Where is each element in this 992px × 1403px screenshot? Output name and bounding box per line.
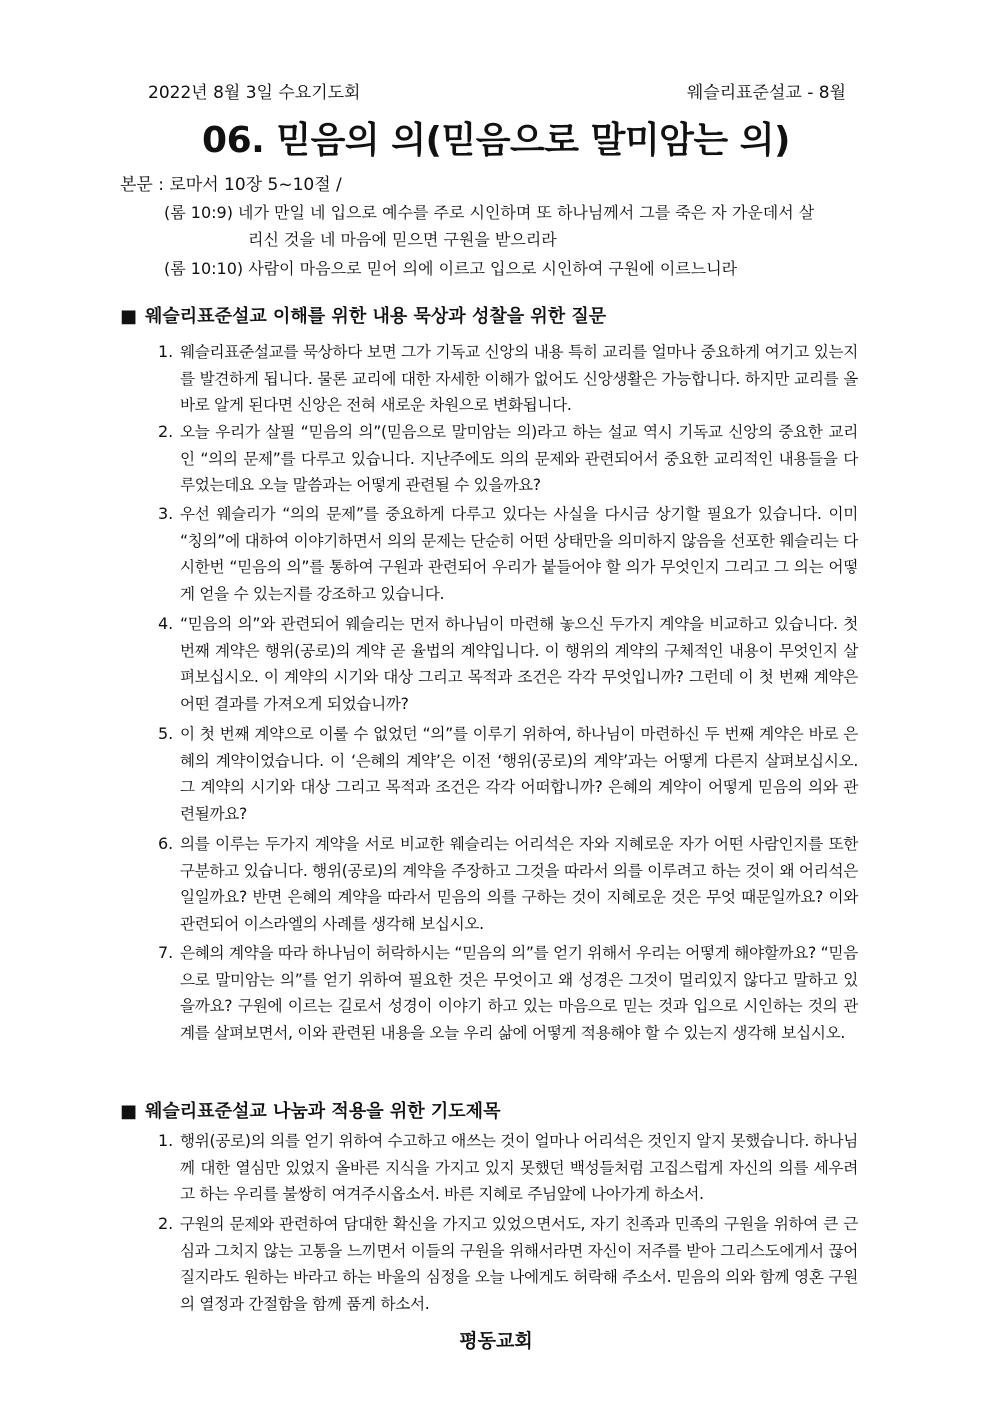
item-text: 오늘 우리가 살필 “믿음의 의”(믿음으로 말미암는 의)라고 하는 설교 역시 기독교 신앙의 중요한 교리인 “의의 문제”를 다루고 있습니다. 지난주에도 의의 문제와 관련되어서 중요한 교리적인 내용들을 다루었는데요 오늘 말씀과는 어떻게 관련될 수 있을까요? <box>180 423 858 494</box>
item-number: 1. <box>158 342 174 361</box>
section-heading-text: 웨슬리표준설교 이해를 위한 내용 묵상과 성찰을 위한 질문 <box>145 306 607 327</box>
verse-2: (롬 10:10) 사람이 마음으로 믿어 의에 이르고 입으로 시인하여 구원에 이르느니라 <box>164 259 738 278</box>
item-text: 웨슬리표준설교를 묵상하다 보면 그가 기독교 신앙의 내용 특히 교리를 얼마나 중요하게 여기고 있는지를 발견하게 됩니다. 물론 교리에 대한 자세한 이해가 없어도 신앙생활은 가능합니다. 하지만 교리를 올바로 알게 된다면 신앙은 전혀 새로운 차원으로 변화됩니다. <box>180 343 858 414</box>
item-number: 2. <box>158 422 174 441</box>
scripture-reference: 본문 : 로마서 10장 5~10절 / <box>120 175 342 195</box>
item-text: 행위(공로)의 의를 얻기 위하여 수고하고 애쓰는 것이 얼마나 어리석은 것인지 알지 못했습니다. 하나님께 대한 열심만 있었지 올바른 지식을 가지고 있지 못했던 백성들처럼 고집스럽게 자신의 의를 세우려고 하는 우리를 불쌍히 여겨주시옵소서. 바른 지혜로 주님앞에 나아가게 하소서. <box>180 1132 858 1203</box>
item-number: 3. <box>158 504 174 523</box>
item-number: 4. <box>158 614 174 633</box>
item-number: 2. <box>158 1214 174 1233</box>
item-text: 우선 웨슬리가 “의의 문제”를 중요하게 다루고 있다는 사실을 다시금 상기할 필요가 있습니다. 이미 “칭의”에 대하여 이야기하면서 의의 문제는 단순히 어떤 상태만을 의미하지 않음을 선포한 웨슬리는 다시한번 “믿음의 의”를 통하여 구원과 관련되어 우리가 붙들어야 할 의가 무엇인지 그리고 그 의는 어떻게 얻을 수 있는지를 강조하고 있습니다. <box>180 505 858 603</box>
question-list <box>158 339 858 1076</box>
list-item <box>158 339 858 419</box>
item-number: 6. <box>158 834 174 853</box>
square-bullet-icon: ■ <box>120 1101 138 1122</box>
section-heading-text: 웨슬리표준설교 나눔과 적용을 위한 기도제목 <box>145 1101 501 1122</box>
item-text: 의를 이루는 두가지 계약을 서로 비교한 웨슬리는 어리석은 자와 지혜로운 자가 어떤 사람인지를 또한 구분하고 있습니다. 행위(공로)의 계약을 주장하고 그것을 따라서 의를 이루려고 하는 것이 왜 어리석은 일일까요? 반면 은혜의 계약을 따라서 믿음의 의를 구하는 것이 지혜로운 것은 무엇 때문일까요? 이와 관련되어 이스라엘의 사례를 생각해 보십시오. <box>180 835 858 933</box>
page-title: 06. 믿음의 의(믿음으로 말미암는 의) <box>202 120 790 161</box>
item-text: 이 첫 번째 계약으로 이룰 수 없었던 “의”를 이루기 위하여, 하나님이 마련하신 두 번째 계약은 바로 은혜의 계약이었습니다. 이 ‘은혜의 계약’은 이전 ‘행위(공로)의 계약’과는 어떻게 다른지 살펴보십시오. 그 계약의 시기와 대상 그리고 목적과 조건은 각각 어떠합니까? 은혜의 계약이 어떻게 믿음의 의와 관련될까요? <box>180 725 858 823</box>
list-item <box>158 1128 858 1211</box>
header-series: 웨슬리표준설교 - 8월 <box>686 83 846 103</box>
list-item <box>158 721 858 831</box>
church-name: 평동교회 <box>459 1330 533 1352</box>
verse-1-line-2: 리신 것을 네 마음에 믿으면 구원을 받으리라 <box>248 230 557 249</box>
item-text: “믿음의 의”와 관련되어 웨슬리는 먼저 하나님이 마련해 놓으신 두가지 계약을 비교하고 있습니다. 첫 번째 계약은 행위(공로)의 계약 곧 율법의 계약입니다. 이 행위의 계약의 구체적인 내용이 무엇인지 살펴보십시오. 이 계약의 시기와 대상 그리고 목적과 조건은 각각 무엇입니까? 그런데 이 첫 번째 계약은 어떤 결과를 가져오게 되었습니까? <box>180 615 858 713</box>
header-date: 2022년 8월 3일 수요기도회 <box>148 83 361 103</box>
section-heading-prayer <box>120 1097 500 1123</box>
list-item <box>158 1211 858 1321</box>
list-item <box>158 611 858 721</box>
prayer-list <box>158 1128 858 1321</box>
list-item <box>158 501 858 611</box>
verse-1-line-1: (롬 10:9) 네가 만일 네 입으로 예수를 주로 시인하며 또 하나님께서 그를 죽은 자 가운데서 살 <box>164 203 815 222</box>
item-text: 구원의 문제와 관련하여 담대한 확신을 가지고 있었으면서도, 자기 친족과 민족의 구원을 위하여 큰 근심과 그치지 않는 고통을 느끼면서 이들의 구원을 위해서라면 자신이 저주를 받아 그리스도에게서 끊어질지라도 원하는 바라고 하는 바울의 심정을 오늘 나에게도 허락해 주소서. 믿음의 의와 함께 영혼 구원의 열정과 간절함을 함께 품게 하소서. <box>180 1215 858 1313</box>
section-heading-questions <box>120 302 606 328</box>
list-item <box>158 419 858 501</box>
list-item <box>158 940 858 1076</box>
list-item <box>158 831 858 940</box>
square-bullet-icon: ■ <box>120 306 138 327</box>
item-text: 은혜의 계약을 따라 하나님이 허락하시는 “믿음의 의”를 얻기 위해서 우리는 어떻게 해야할까요? “믿음으로 말미암는 의”를 얻기 위하여 필요한 것은 무엇이고 왜 성경은 그것이 멀리있지 않다고 말하고 있을까요? 구원에 이르는 길로서 성경이 이야기 하고 있는 마음으로 믿는 것과 입으로 시인하는 것의 관계를 살펴보면서, 이와 관련된 내용을 오늘 우리 삶에 어떻게 적용해야 할 수 있는지 생각해 보십시오. <box>180 944 858 1042</box>
item-number: 5. <box>158 724 174 743</box>
item-number: 1. <box>158 1131 174 1150</box>
item-number: 7. <box>158 943 174 962</box>
